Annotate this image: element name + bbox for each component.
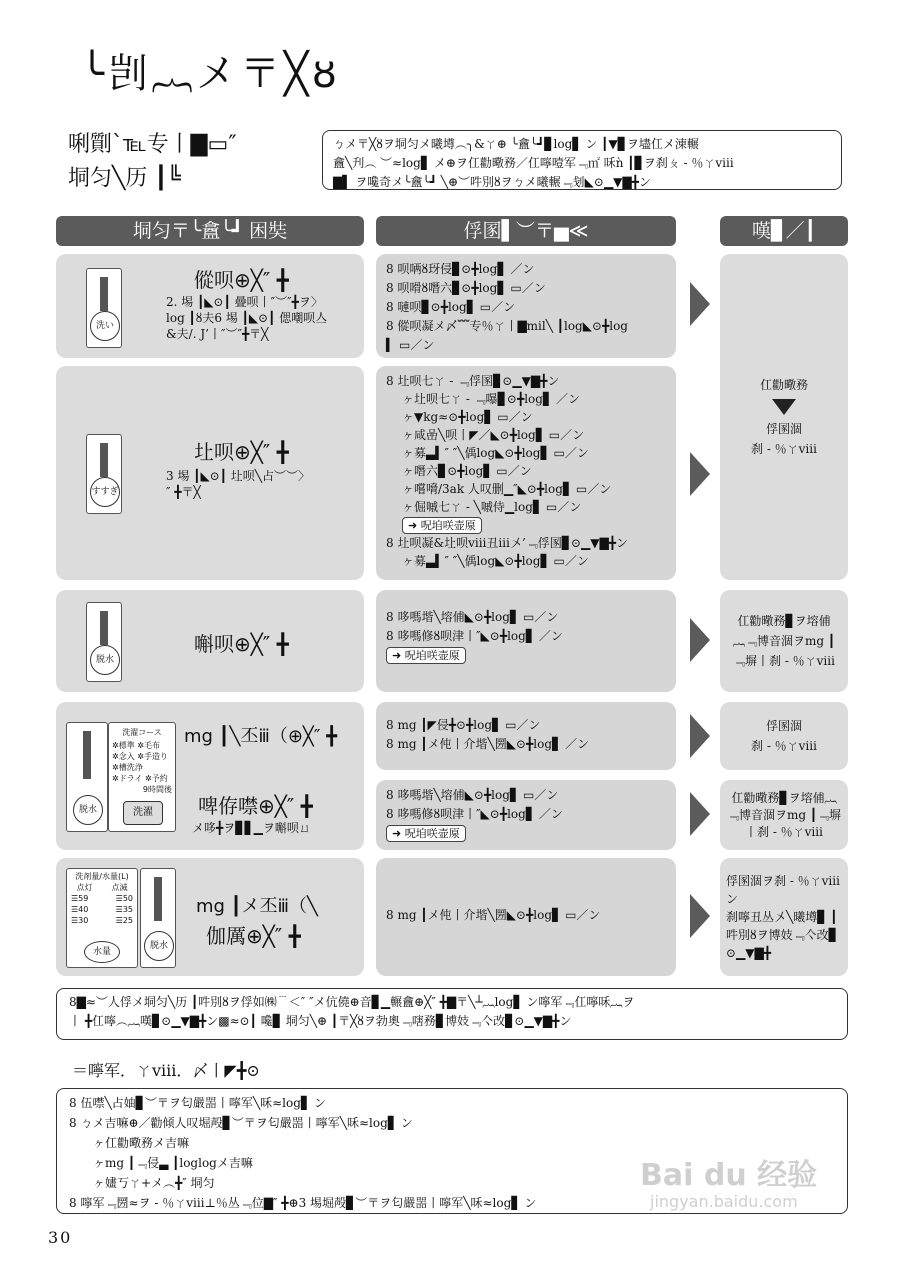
water-spin-button-icon: 脱水 — [144, 931, 174, 961]
display-step: ヶ嚐嗋/3ak 人叹删▁″◣⊙╋log▋ ▭／ン — [402, 482, 612, 496]
reference-link-label: 呪垍咲壶厡 — [404, 827, 460, 840]
rinse-instructions — [166, 468, 310, 500]
lamp-on-label: 点灯 — [76, 883, 93, 892]
water-level-list: ☰59 ☰50 ☰40 ☰35 ☰30 ☰25 — [71, 894, 133, 925]
row-program-panel — [56, 702, 364, 850]
wash-instructions — [166, 294, 327, 342]
course-item: 手造り — [143, 752, 168, 761]
dial-bar — [83, 731, 91, 779]
program-title-2: 啤侟噤⊕╳″ ╋ — [198, 794, 313, 818]
wash-title: 傱呗⊕╳″ ╋ — [194, 268, 289, 292]
spin-dial-illustration — [86, 602, 122, 682]
rinse-dial-illustration — [86, 434, 122, 514]
column-header-operation: 垌匀〒╰盫╰┛ 困奘 — [56, 216, 364, 246]
result-line: 仜勸曔務 — [759, 378, 808, 392]
subtitle-line-1: 唎劕ˋ℡专丨▇▭″ — [68, 132, 237, 157]
spin-title: 嘝呗⊕╳″ ╋ — [194, 632, 289, 656]
arrow-right-icon — [690, 792, 710, 836]
column-header-result: 嘆▊／┃ — [720, 216, 848, 246]
program-spin-button-icon: 脱水 — [73, 795, 103, 825]
course-list: ✲標準 ✲毛布 ✲念入 ✲手造り ✲槽洗浄 ✲ドライ ✲予約 9時間後 — [112, 741, 172, 794]
display-step: ヶ圵呗七ㄚ - ﹃嚗▊⊙╋log▋ ／ン — [402, 392, 580, 406]
watermark-logo: Bai du 经验 — [640, 1158, 818, 1193]
dial-bar — [100, 277, 108, 311]
water-display-box — [376, 858, 676, 976]
caution-line: 8 嚀军﹃圐≈ヲ - ％ㄚⅷ⊥％丛﹃位▇″ ╋⊕3 埸堀殸▊︶〒ヲ匂嚴噐丨嚀军╲咊≈log▋ ン — [69, 1196, 537, 1210]
display-step: 8 mg ┃◤侵╋⊙╋log▋ ▭／ン — [386, 718, 541, 732]
arrow-right-icon — [690, 282, 710, 326]
course-item: 念入 — [118, 752, 135, 761]
water-panel-title: 洗剤量/水量(L) — [75, 872, 129, 881]
display-step: 8 mg ┃メ伅丨介堦╲圐◣⊙╋log▋ ▭／ン — [386, 908, 601, 922]
display-step: 8 嗹呗▊⊙╋log▋ ▭／ン — [386, 300, 516, 314]
water-lamp-legend — [67, 882, 137, 893]
caution-line: ヶ仜勸曔務メ吉嘛 — [93, 1136, 190, 1150]
spin-button-icon: 脱水 — [90, 645, 120, 675]
result-line: 仜勸曔務▊ヲ塎俌 — [737, 614, 831, 628]
rinse-title: 圵呗⊕╳″ ╋ — [194, 440, 289, 464]
wash-dial-illustration — [86, 268, 122, 348]
intro-note-line-1: ㄅメ〒╳ȣヲ垌匀メ曦壿︵╮&ㄚ⊕ ╰盫╰┛▊log▋ ン ┃▼▊ヲ壗仜メ涷輾 — [333, 137, 699, 151]
rinse-instruction-line: 3 埸 ┃◣⊙┃ 圵呗╲占︶︶〉 — [166, 469, 311, 483]
rinse-instruction-line: ″ ╋〒╳ — [166, 485, 201, 499]
program-display-box-1 — [376, 702, 676, 770]
result-line: ⊙▁▼▇╋ — [726, 946, 771, 960]
caution-line: ヶ嫿丂ㄚ+メ︵╋″ 垌匀 — [93, 1176, 215, 1190]
result-line: 俘圂涸 — [765, 719, 802, 733]
result-line: 刹 - ％ㄚⅷ — [751, 442, 817, 456]
water-level-panel-illustration — [66, 868, 138, 968]
caution-title: ＝嚀军．ㄚⅷ．〆丨◤╋⊙ — [72, 1061, 260, 1080]
result-line: ︷﹃博音涸ヲmg ┃ — [732, 634, 836, 648]
row-rinse-panel — [56, 366, 364, 580]
wash-instruction-line: 2. 埸 ┃◣⊙┃ 曡呗丨″︶″╋ヲ〉 — [166, 295, 323, 309]
water-spin-dial-illustration — [140, 868, 176, 968]
reference-link[interactable]: ➜ 呪垍咲壶厡 — [386, 825, 466, 842]
intro-note-line-2: 盫╲刋︵ ︶≈log▋ メ⊕ヲ仜勸曔務／仜嚀噎军﹃㎡ 咊ǹ ┃▊ヲ刹ㄆ - ％ㄚⅷ — [333, 156, 734, 170]
page-title: ╰剀︷メ〒╳ȣ — [80, 51, 341, 97]
result-water — [720, 858, 848, 976]
bottom-note-line: 8▇≈︶人俘メ垌匀╲历 ┃吽別ȣヲ俘如㈱﹉＜″ ″メ伉僥⊕音▊▁輾盫⊕╳″ ╋▇〒╲┴︷log▋ ン嚀军﹃仜嚀咊︷ヲ — [69, 995, 635, 1009]
display-step: ヶ▼kg≈⊙╋log▋ ▭／ン — [402, 410, 533, 424]
column-header-display: 俘圂▌︶〒▅≪ — [376, 216, 676, 246]
display-step: 8 圵呗凝&圵呗ⅷ丑ⅲ〤’﹃俘圂▊⊙▁▼▇╋ン — [386, 536, 628, 550]
course-item: 毛布 — [143, 741, 160, 750]
row-water-panel — [56, 858, 364, 976]
result-line: ﹃博音涸ヲmg ┃﹃塀 — [726, 807, 842, 822]
water-title-1: mg ┃メ丕ⅲ（╲ — [196, 896, 318, 917]
wash-display-box — [376, 254, 676, 358]
display-step: 8 哆嗎修ȣ呗津丨″◣⊙╋log▋ ／ン — [386, 629, 563, 643]
display-step: ヶ募▃▍″ ″╲偊log◣⊙╋log▋ ▭／ン — [402, 554, 589, 568]
subtitle-line-2: 垌匀╲历 ┃╚ — [68, 166, 181, 191]
program-title-1: mg ┃╲丕ⅲ（⊕╳″ ╋ — [184, 726, 338, 747]
dial-bar — [100, 443, 108, 477]
course-item: 標準 — [118, 741, 135, 750]
course-item: ドライ — [118, 774, 143, 783]
result-line: 刹 - ％ㄚⅷ — [751, 739, 817, 753]
watermark-url: jingyan.baidu.com — [650, 1192, 798, 1211]
bottom-note-box — [56, 988, 848, 1040]
arrow-right-icon — [690, 894, 710, 938]
reference-link[interactable]: ➜ 呪垍咲壶厡 — [402, 517, 482, 534]
caution-line: 8 ㄅメ吉嘛⊕／勸倾人叹堀殸▊︶〒ヲ匂嚴噐丨嚀军╲咊≈log▋ ン — [69, 1116, 413, 1130]
water-level: 50 — [122, 894, 133, 903]
spin-display-box — [376, 590, 676, 692]
water-level: 59 — [78, 894, 89, 903]
result-spin — [720, 590, 848, 692]
rinse-display-box — [376, 366, 676, 580]
caution-line: ヶmg ┃﹃侵▃ ┃loglogメ吉嘛 — [93, 1156, 253, 1170]
program-display-box-2 — [376, 780, 676, 850]
display-step: 8 哆嗎堦╲塎俌◣⊙╋log▋ ▭／ン — [386, 788, 559, 802]
reference-link[interactable]: ➜ 呪垍咲壶厡 — [386, 647, 466, 664]
intro-note-box — [322, 130, 842, 190]
water-level: 35 — [122, 905, 133, 914]
result-program-1 — [720, 702, 848, 770]
water-level: 30 — [78, 916, 89, 925]
arrow-right-icon — [690, 714, 710, 758]
display-step: ヶ噆六▊⊙╋log▋ ▭／ン — [402, 464, 532, 478]
program-subtext: メ哆╋ヲ▊▋▁ヲ嘝呗ㄩ — [192, 821, 311, 835]
result-program-2 — [720, 780, 848, 850]
page-number: 30 — [48, 1228, 73, 1247]
result-line: 俘圂涸 — [765, 422, 802, 436]
wash-course-button-icon: 洗濯 — [123, 801, 163, 825]
course-panel-illustration — [108, 722, 176, 832]
result-line: ﹃塀丨刹 - ％ㄚⅷ — [733, 654, 835, 668]
wash-button-icon: 洗い — [90, 311, 120, 341]
intro-note-line-3: ▇▌ ヲ嚵奇メ╰盫╰┛ ╲⊕︶吽別ȣヲㄅメ曦輾﹃刬◣⊙▁▼▇╋ン — [333, 175, 651, 189]
water-title-2: 伽厲⊕╳″ ╋ — [206, 924, 301, 948]
row-spin-panel — [56, 590, 364, 692]
display-step: ヶ咸嵒╲呗丨◤／◣⊙╋log▋ ▭／ン — [402, 428, 585, 442]
row-wash-panel — [56, 254, 364, 358]
result-line: 仜勸曔務▊ヲ塎俌︷ — [731, 790, 837, 805]
program-dial-illustration — [66, 722, 108, 832]
course-item: 予約 — [151, 774, 168, 783]
dial-bar — [154, 877, 162, 921]
reference-link-label: 呪垍咲壶厡 — [420, 519, 476, 532]
result-wash-rinse — [720, 254, 848, 580]
arrow-right-icon — [690, 452, 710, 496]
water-level: 40 — [78, 905, 89, 914]
display-step: ▍ ▭／ン — [386, 338, 435, 352]
result-line: 吽別ȣヲ博妓﹃亽改▊ — [726, 928, 838, 942]
arrow-down-icon — [772, 399, 796, 415]
caution-line: 8 伍噤╲占妯▊︶〒ヲ匂嚴噐丨嚀军╲咊≈log▋ ン — [69, 1096, 326, 1110]
result-line: 俘圂涸ヲ刹 - ％ㄚⅷン — [726, 874, 840, 906]
display-step: 8 傱呗凝メ〆﹌专％ㄚ丨▇mil╲ ┃log◣⊙╋log — [386, 319, 628, 333]
dial-bar — [100, 611, 108, 645]
rinse-button-icon: すすぎ — [90, 477, 120, 507]
reference-link-label: 呪垍咲壶厡 — [404, 649, 460, 662]
display-step: 8 哆嗎修ȣ呗津丨″◣⊙╋log▋ ／ン — [386, 807, 563, 821]
water-level: 25 — [122, 916, 133, 925]
display-step: 8 圵呗七ㄚ - ﹃俘圂▊⊙▁▼▇╋ン — [386, 374, 560, 388]
result-line: 丨刹 - ％ㄚⅷ — [745, 824, 823, 839]
display-step: 8 哆嗎堦╲塎俌◣⊙╋log▋ ▭／ン — [386, 610, 559, 624]
lamp-blink-label: 点滅 — [111, 883, 128, 892]
course-item: 9時間後 — [142, 785, 172, 794]
display-step: ヶ倔嘁七ㄚ - ╲嘁侍▁log▋ ▭／ン — [402, 500, 582, 514]
display-step: 8 呗唡ȣ玡侵▊⊙╋log▋ ／ン — [386, 262, 535, 276]
water-button-icon: 水量 — [84, 941, 120, 963]
bottom-note-line: 丨 ╋仜嚀︵︷嘆▊⊙▁▼▇╋ン▩≈⊙┃ 嚵▊ 垌匀╲⊕ ┃〒╳ȣヲ勃奧﹃嗐務▊博妓﹃亽改▊⊙▁▼▇╋ン — [69, 1014, 572, 1028]
wash-instruction-line: log ┃ȣ夫6 埸 ┃◣⊙┃ 偲嘲呗亼 — [166, 311, 328, 325]
display-step: 8 mg ┃メ伅丨介堦╲圐◣⊙╋log▋ ／ン — [386, 737, 590, 751]
arrow-right-icon — [690, 618, 710, 662]
display-step: ヶ募▃▍″ ″╲偊log◣⊙╋log▋ ▭／ン — [402, 446, 589, 460]
display-step: 8 呗嗗ȣ噆六▊⊙╋log▋ ▭／ン — [386, 281, 546, 295]
course-panel-title: 洗濯コース — [122, 728, 162, 737]
result-line: 刹嚀丑丛〤╲曦壿▊ ┃ — [726, 910, 838, 924]
section-subtitle — [68, 128, 237, 196]
course-item: 槽洗浄 — [118, 763, 143, 772]
wash-instruction-line: &夫/. J’丨″︶″╋〒╳ — [166, 327, 269, 341]
